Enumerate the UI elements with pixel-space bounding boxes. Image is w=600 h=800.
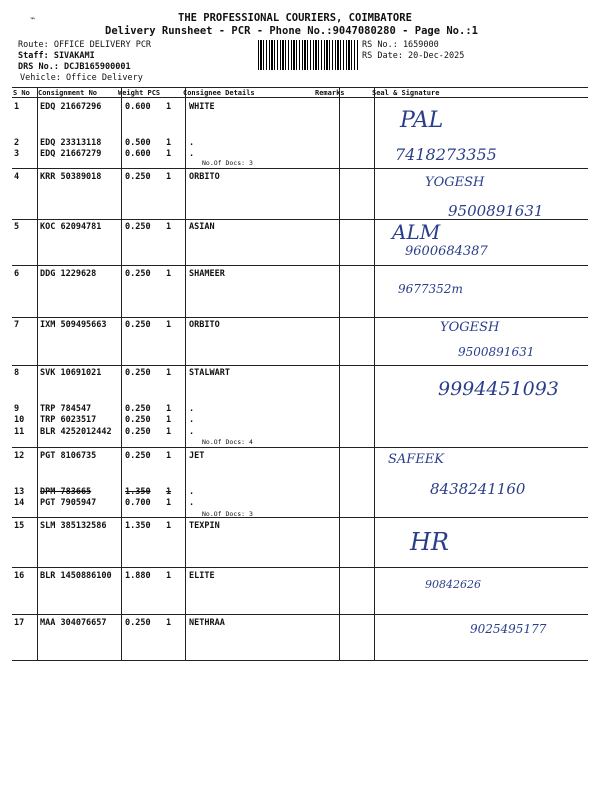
row-weight: 0.600 bbox=[125, 102, 151, 112]
docs-note: No.Of Docs: 4 bbox=[202, 438, 253, 446]
signature-phone: 90842626 bbox=[425, 578, 481, 591]
signature-phone: 9994451093 bbox=[438, 378, 559, 400]
docs-note: No.Of Docs: 3 bbox=[202, 159, 253, 167]
company-name: THE PROFESSIONAL COURIERS, COIMBATORE bbox=[178, 12, 412, 24]
row-pcs: 1 bbox=[166, 172, 172, 182]
row-pcs: 1 bbox=[166, 222, 172, 232]
row-weight: 0.250 bbox=[125, 222, 151, 232]
row-weight: 0.250 bbox=[125, 427, 151, 437]
header-seal: Seal & Signature bbox=[372, 89, 440, 97]
row-pcs: 1 bbox=[166, 571, 172, 581]
row-pcs: 1 bbox=[166, 521, 172, 531]
signature-phone: 9500891631 bbox=[448, 202, 544, 220]
row-weight: 0.500 bbox=[125, 138, 151, 148]
row-consignment-no: EDQ 21667279 bbox=[40, 149, 102, 159]
row-consignee: ELITE bbox=[189, 571, 215, 581]
row-consignment-no: SLM 385132586 bbox=[40, 521, 107, 531]
signature: 9677352m bbox=[398, 282, 463, 296]
row-sno: 5 bbox=[14, 222, 20, 232]
row-consignee: SHAMEER bbox=[189, 269, 225, 279]
signature-phone: 8438241160 bbox=[430, 480, 526, 498]
row-consignment-no: BLR 4252012442 bbox=[40, 427, 112, 437]
row-consignment-no: PGT 8106735 bbox=[40, 451, 97, 461]
signature-phone: 9600684387 bbox=[405, 244, 488, 259]
row-consignee: WHITE bbox=[189, 102, 215, 112]
row-weight: 1.350 bbox=[125, 521, 151, 531]
header-consignee: Consignee Details bbox=[183, 89, 255, 97]
signature: ALM bbox=[392, 220, 441, 244]
row-consignment-no: TRP 6023517 bbox=[40, 415, 97, 425]
row-weight: 0.250 bbox=[125, 320, 151, 330]
header-remarks: Remarks bbox=[315, 89, 345, 97]
logo-icon: ⌁ bbox=[30, 14, 36, 24]
signature-phone: 7418273355 bbox=[395, 145, 497, 164]
row-weight: 0.250 bbox=[125, 404, 151, 414]
row-pcs: 1 bbox=[166, 368, 172, 378]
row-pcs: 1 bbox=[166, 451, 172, 461]
row-consignee: ORBITO bbox=[189, 172, 220, 182]
row-consignee: . bbox=[189, 138, 195, 148]
vehicle-label: Vehicle: Office Delivery bbox=[20, 73, 143, 83]
row-consignment-no: MAA 304076657 bbox=[40, 618, 107, 628]
signature: PAL bbox=[400, 108, 444, 133]
drs-label: DRS No.: DCJB165900001 bbox=[18, 62, 131, 72]
row-weight: 0.600 bbox=[125, 149, 151, 159]
row-consignee: . bbox=[189, 427, 195, 437]
row-consignee: STALWART bbox=[189, 368, 230, 378]
row-consignee: ORBITO bbox=[189, 320, 220, 330]
row-consignment-no: BLR 1450886100 bbox=[40, 571, 112, 581]
row-sno: 1 bbox=[14, 102, 20, 112]
signature-phone: 9500891631 bbox=[458, 345, 535, 359]
signature: YOGESH bbox=[440, 320, 500, 335]
signature: HR bbox=[410, 528, 449, 556]
rs-date: RS Date: 20-Dec-2025 bbox=[362, 51, 465, 61]
row-pcs: 1 bbox=[166, 149, 172, 159]
row-weight: 0.250 bbox=[125, 618, 151, 628]
header-sno: S No bbox=[13, 89, 30, 97]
row-consignee: NETHRAA bbox=[189, 618, 225, 628]
row-consignee: . bbox=[189, 487, 195, 497]
staff-label: Staff: SIVAKAMI bbox=[18, 51, 95, 61]
row-pcs: 1 bbox=[166, 498, 172, 508]
row-consignee: . bbox=[189, 498, 195, 508]
row-consignment-no: DPM 783665 bbox=[40, 487, 92, 497]
signature-phone: 9025495177 bbox=[470, 622, 547, 636]
row-consignee: JET bbox=[189, 451, 205, 461]
row-sno: 16 bbox=[14, 571, 25, 581]
row-pcs: 1 bbox=[166, 320, 172, 330]
row-consignment-no: EDQ 23313118 bbox=[40, 138, 102, 148]
row-weight: 1.880 bbox=[125, 571, 151, 581]
row-pcs: 1 bbox=[166, 427, 172, 437]
row-pcs: 1 bbox=[166, 404, 172, 414]
row-consignment-no: PGT 7905947 bbox=[40, 498, 97, 508]
barcode bbox=[258, 40, 358, 70]
row-consignment-no: SVK 10691021 bbox=[40, 368, 102, 378]
row-consignment-no: KOC 62094781 bbox=[40, 222, 102, 232]
row-sno: 15 bbox=[14, 521, 25, 531]
header-weight-pcs: Weight PCS bbox=[118, 89, 161, 97]
row-weight: 0.250 bbox=[125, 172, 151, 182]
row-consignee: TEXPIN bbox=[189, 521, 220, 531]
row-sno: 10 bbox=[14, 415, 25, 425]
row-consignee: . bbox=[189, 149, 195, 159]
row-consignment-no: TRP 784547 bbox=[40, 404, 92, 414]
row-pcs: 1 bbox=[166, 618, 172, 628]
row-weight: 0.700 bbox=[125, 498, 151, 508]
route-label: Route: OFFICE DELIVERY PCR bbox=[18, 40, 152, 50]
row-sno: 12 bbox=[14, 451, 25, 461]
row-sno: 7 bbox=[14, 320, 20, 330]
row-weight: 1.350 bbox=[125, 487, 151, 497]
docs-note: No.Of Docs: 3 bbox=[202, 510, 253, 518]
row-pcs: 1 bbox=[166, 487, 172, 497]
row-sno: 8 bbox=[14, 368, 20, 378]
row-consignment-no: EDQ 21667296 bbox=[40, 102, 102, 112]
header-consignment: Consignment No bbox=[38, 89, 98, 97]
row-weight: 0.250 bbox=[125, 269, 151, 279]
row-consignment-no: KRR 50389018 bbox=[40, 172, 102, 182]
row-sno: 14 bbox=[14, 498, 25, 508]
row-sno: 2 bbox=[14, 138, 20, 148]
row-consignee: . bbox=[189, 415, 195, 425]
row-sno: 4 bbox=[14, 172, 20, 182]
row-pcs: 1 bbox=[166, 415, 172, 425]
row-consignment-no: DDG 1229628 bbox=[40, 269, 97, 279]
signature: YOGESH bbox=[425, 175, 485, 190]
row-weight: 0.250 bbox=[125, 451, 151, 461]
row-consignee: . bbox=[189, 404, 195, 414]
signature: SAFEEK bbox=[388, 452, 445, 467]
row-weight: 0.250 bbox=[125, 415, 151, 425]
row-pcs: 1 bbox=[166, 138, 172, 148]
row-sno: 3 bbox=[14, 149, 20, 159]
row-sno: 11 bbox=[14, 427, 25, 437]
row-sno: 6 bbox=[14, 269, 20, 279]
rs-number: RS No.: 1659000 bbox=[362, 40, 439, 50]
row-consignment-no: IXM 509495663 bbox=[40, 320, 107, 330]
row-pcs: 1 bbox=[166, 102, 172, 112]
row-weight: 0.250 bbox=[125, 368, 151, 378]
row-sno: 17 bbox=[14, 618, 25, 628]
row-pcs: 1 bbox=[166, 269, 172, 279]
row-sno: 9 bbox=[14, 404, 20, 414]
row-sno: 13 bbox=[14, 487, 25, 497]
runsheet-title: Delivery Runsheet - PCR - Phone No.:9047080280 - Page No.:1 bbox=[105, 25, 478, 37]
row-consignee: ASIAN bbox=[189, 222, 215, 232]
